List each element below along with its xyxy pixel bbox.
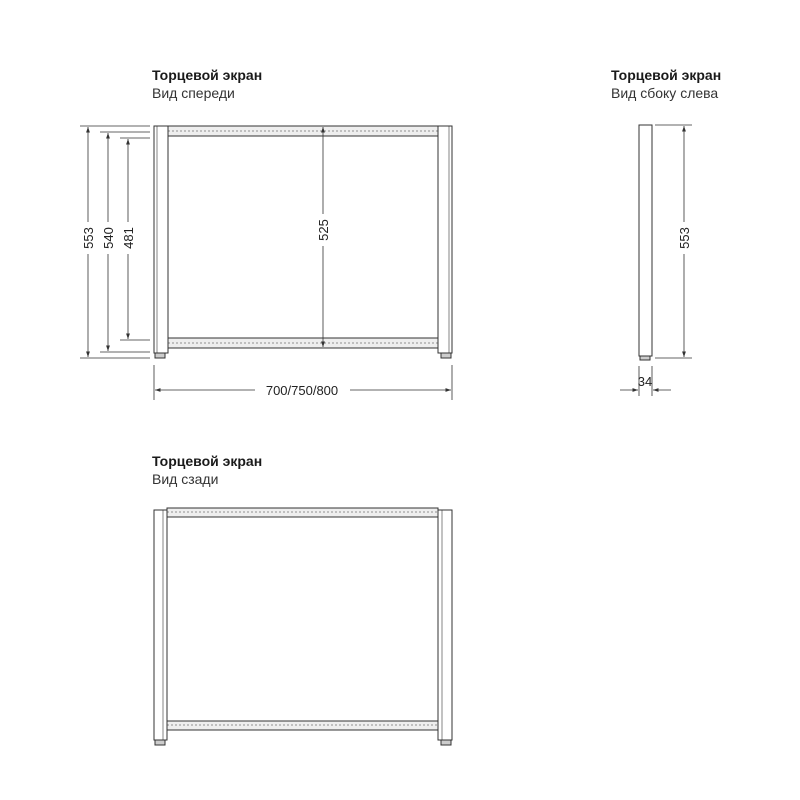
front-left-foot: [155, 353, 165, 358]
back-left-post: [154, 510, 167, 740]
back-top-rail: [167, 508, 438, 517]
dim-label-481: 481: [121, 227, 136, 249]
back-view-title: Торцевой экран: [152, 453, 263, 469]
front-right-foot: [441, 353, 451, 358]
dim-label-side-553: 553: [677, 227, 692, 249]
back-bottom-rail: [167, 721, 438, 730]
side-view-drawing: [639, 125, 652, 360]
side-dimensions: [620, 125, 692, 396]
dim-label-540: 540: [101, 227, 116, 249]
back-view-subtitle: Вид сзади: [152, 471, 219, 487]
dim-label-width: 700/750/800: [265, 383, 339, 398]
back-right-post: [438, 510, 452, 740]
back-left-foot: [155, 740, 165, 745]
front-left-post: [154, 126, 168, 353]
side-post: [639, 125, 652, 356]
side-view-title: Торцевой экран: [611, 67, 722, 83]
dim-label-525: 525: [316, 219, 331, 241]
back-view-drawing: [154, 508, 452, 745]
side-foot: [640, 356, 650, 360]
dim-label-side-34: 34: [637, 374, 653, 389]
back-right-foot: [441, 740, 451, 745]
front-view-title: Торцевой экран: [152, 67, 263, 83]
dim-label-553: 553: [81, 227, 96, 249]
front-right-post: [438, 126, 452, 353]
front-panel: [168, 136, 438, 338]
front-view-subtitle: Вид спереди: [152, 85, 235, 101]
front-view-drawing: [154, 126, 452, 358]
back-panel: [167, 517, 438, 721]
side-view-subtitle: Вид сбоку слева: [611, 85, 719, 101]
